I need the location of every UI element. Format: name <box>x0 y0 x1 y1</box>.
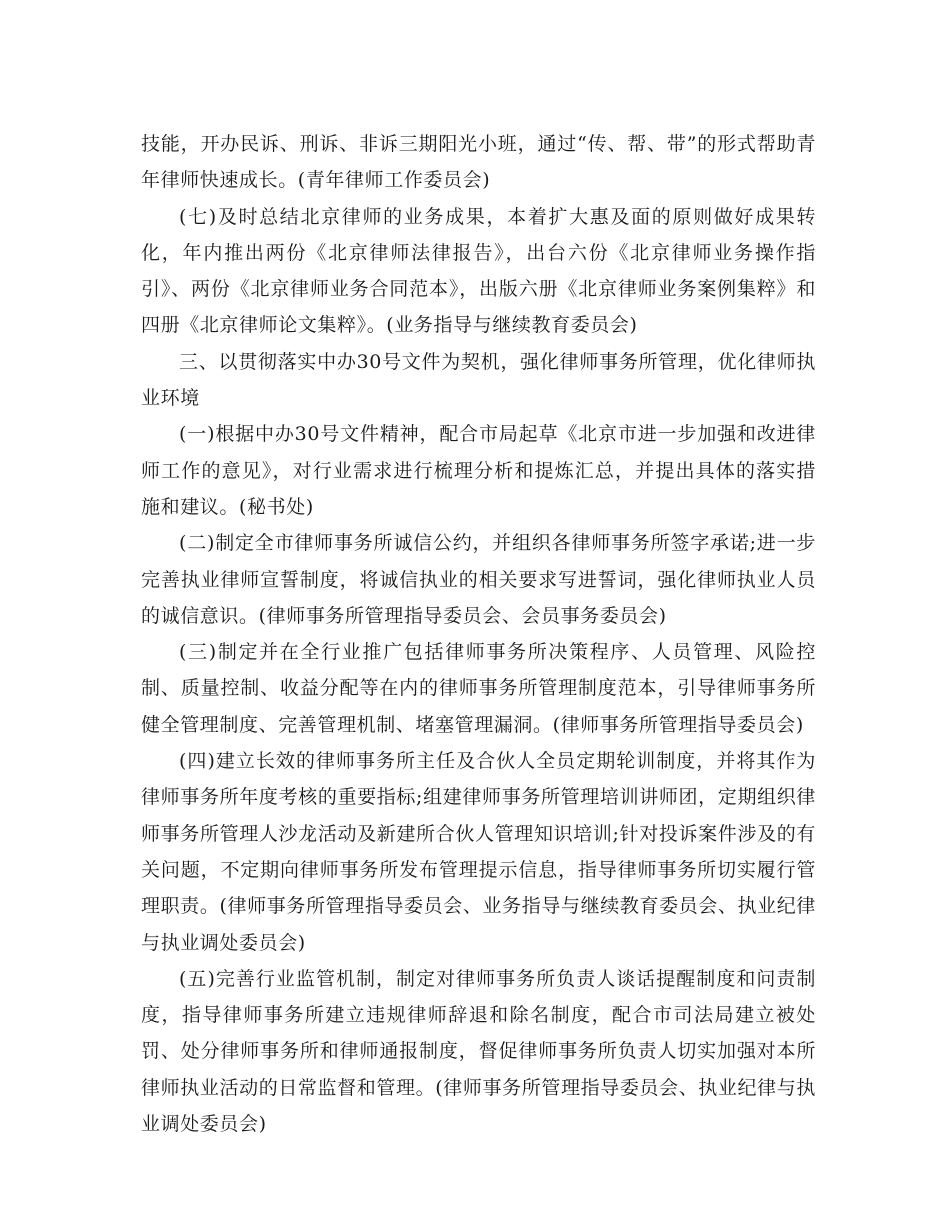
paragraph-continuation: 技能，开办民诉、刑诉、非诉三期阳光小班，通过“传、帮、带”的形式帮助青年律师快速成长。(青年律师工作委员会) <box>141 133 816 192</box>
section-heading-3: 三、以贯彻落实中办30号文件为契机，强化律师事务所管理，优化律师执业环境 <box>141 350 816 410</box>
paragraph-item-5: (五)完善行业监管机制，制定对律师事务所负责人谈话提醒制度和问责制度，指导律师事务所建立违规律师辞退和除名制度，配合市司法局建立被处罚、处分律师事务所和律师通报制度，督促律师事务所负责人切实加强对本所律师执业活动的日常监督和管理。(律师事务所管理指导委员会、执业纪律与执业调处委员会) <box>141 967 816 1136</box>
paragraph-item-2: (二)制定全市律师事务所诚信公约，并组织各律师事务所签字承诺;进一步完善执业律师宣誓制度，将诚信执业的相关要求写进誓词，强化律师执业人员的诚信意识。(律师事务所管理指导委员会、会员事务委员会) <box>141 532 816 627</box>
paragraph-item-1: (一)根据中办30号文件精神，配合市局起草《北京市进一步加强和改进律师工作的意见》，对行业需求进行梳理分析和提炼汇总，并提出具体的落实措施和建议。(秘书处) <box>141 423 816 518</box>
document-body <box>141 126 816 1142</box>
paragraph-item-4: (四)建立长效的律师事务所主任及合伙人全员定期轮训制度，并将其作为律师事务所年度考核的重要指标;组建律师事务所管理培训讲师团，定期组织律师事务所管理人沙龙活动及新建所合伙人管理知识培训;针对投诉案件涉及的有关问题，不定期向律师事务所发布管理提示信息，指导律师事务所切实履行管理职责。(律师事务所管理指导委员会、业务指导与继续教育委员会、执业纪律与执业调处委员会) <box>141 750 816 954</box>
paragraph-item-3: (三)制定并在全行业推广包括律师事务所决策程序、人员管理、风险控制、质量控制、收益分配等在内的律师事务所管理制度范本，引导律师事务所健全管理制度、完善管理机制、堵塞管理漏洞。(律师事务所管理指导委员会) <box>141 641 816 736</box>
paragraph-item-7: (七)及时总结北京律师的业务成果，本着扩大惠及面的原则做好成果转化，年内推出两份《北京律师法律报告》，出台六份《北京律师业务操作指引》、两份《北京律师业务合同范本》，出版六册《北京律师业务案例集粹》和四册《北京律师论文集粹》。(业务指导与继续教育委员会) <box>141 205 816 337</box>
